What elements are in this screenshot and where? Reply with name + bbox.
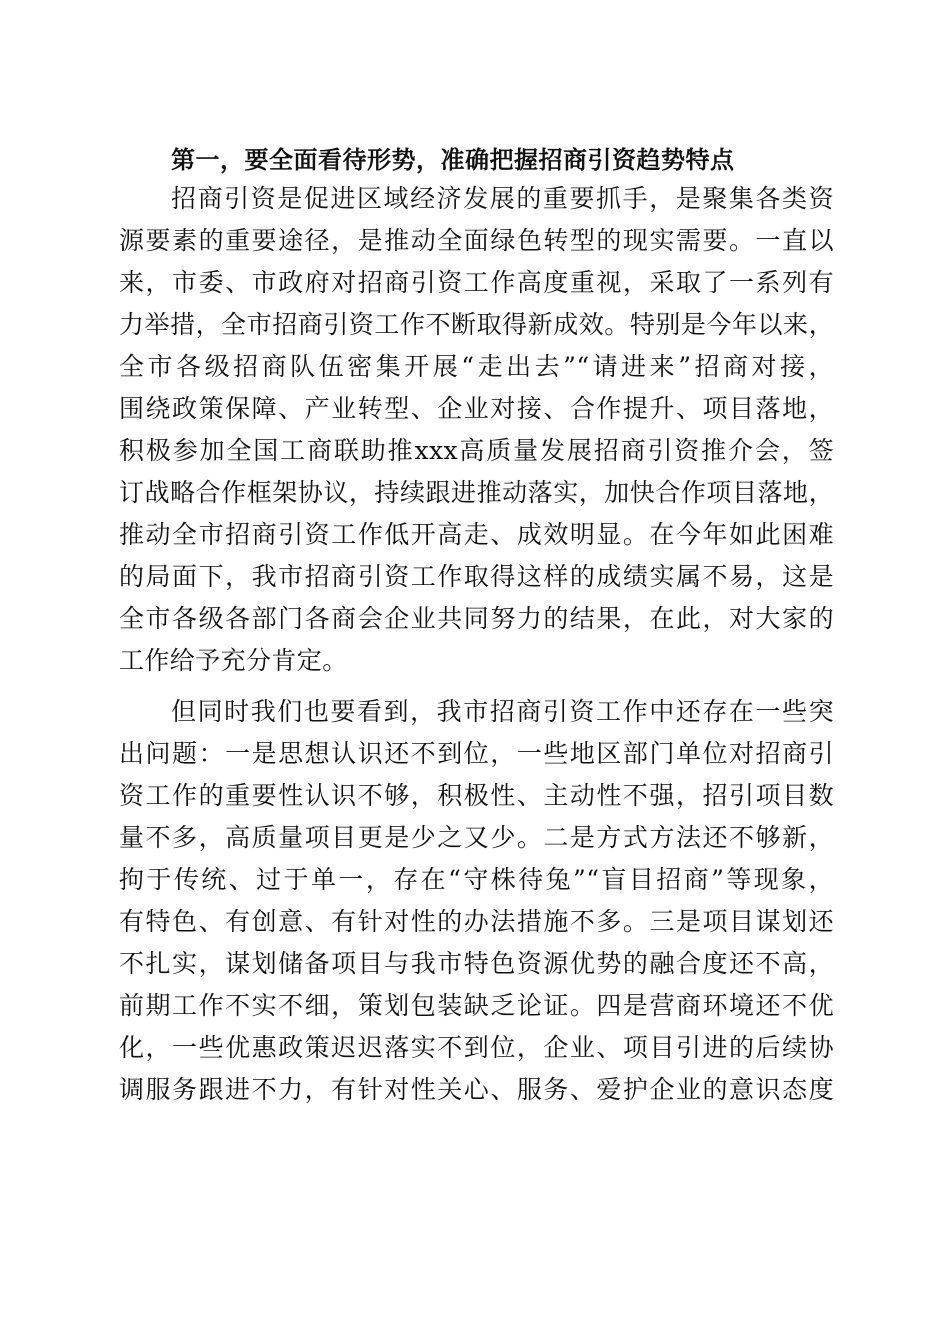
text-line: 围绕政策保障、产业转型、企业对接、合作提升、项目落地， — [119, 394, 834, 423]
text-line: 拘于传统、过于单一，存在“守株待兔”“盲目招商”等现象， — [119, 865, 834, 894]
text-line: 力举措，全市招商引资工作不断取得新成效。特别是今年以来， — [119, 310, 834, 339]
text-line: 全市各级各部门各商会企业共同努力的结果，在此，对大家的 — [119, 604, 834, 633]
text-line: 不扎实，谋划储备项目与我市特色资源优势的融合度还不高， — [119, 949, 834, 978]
text-line: 资工作的重要性认识不够，积极性、主动性不强，招引项目数 — [119, 781, 834, 810]
text-line: 化，一些优惠政策迟迟落实不到位，企业、项目引进的后续协 — [119, 1033, 834, 1062]
text-line: 全市各级招商队伍密集开展“走出去”“请进来”招商对接， — [119, 352, 834, 381]
text-line: 有特色、有创意、有针对性的办法措施不多。三是项目谋划还 — [119, 907, 834, 936]
section-heading: 第一，要全面看待形势，准确把握招商引资趋势特点 — [171, 145, 735, 174]
text-line: 招商引资是促进区域经济发展的重要抓手，是聚集各类资 — [171, 184, 834, 213]
document-body — [119, 141, 834, 1111]
paragraph-problems — [119, 691, 834, 1111]
text-line: 调服务跟进不力，有针对性关心、服务、爱护企业的意识态度 — [119, 1075, 834, 1104]
text-line: 量不多，高质量项目更是少之又少。二是方式方法还不够新， — [119, 823, 834, 852]
text-line: 的局面下，我市招商引资工作取得这样的成绩实属不易，这是 — [119, 562, 834, 591]
text-line: 源要素的重要途径，是推动全面绿色转型的现实需要。一直以 — [119, 226, 834, 255]
text-line: 来，市委、市政府对招商引资工作高度重视，采取了一系列有 — [119, 268, 834, 297]
text-line: 工作给予充分肯定。 — [119, 646, 348, 675]
text-line: 订战略合作框架协议，持续跟进推动落实，加快合作项目落地， — [119, 478, 834, 507]
paragraph-achievements — [119, 178, 834, 682]
text-line: 但同时我们也要看到，我市招商引资工作中还存在一些突 — [171, 697, 834, 726]
text-line: 积极参加全国工商联助推xxx高质量发展招商引资推介会，签 — [119, 436, 834, 465]
text-line: 前期工作不实不细，策划包装缺乏论证。四是营商环境还不优 — [119, 991, 834, 1020]
text-line: 推动全市招商引资工作低开高走、成效明显。在今年如此困难 — [119, 520, 834, 549]
text-line: 出问题：一是思想认识还不到位，一些地区部门单位对招商引 — [119, 739, 834, 768]
